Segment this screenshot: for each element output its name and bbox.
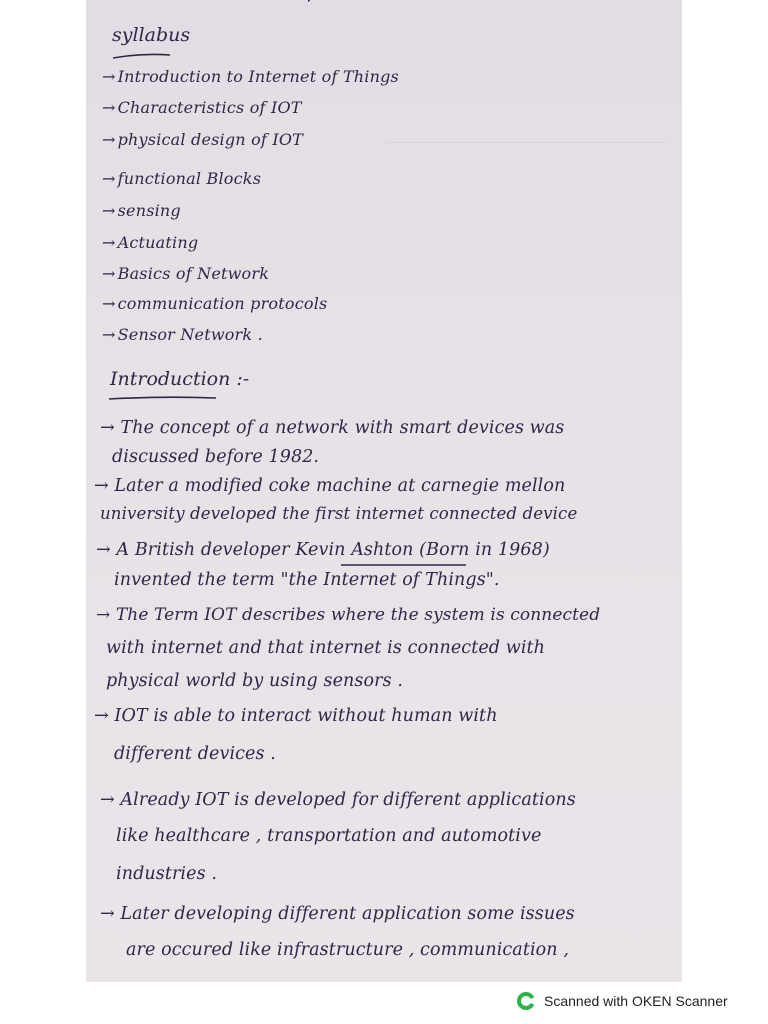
syllabus-item-text: Actuating (117, 233, 199, 252)
syllabus-item (102, 130, 303, 149)
name-underline (340, 562, 468, 568)
introduction-heading-text: Introduction :- (110, 368, 250, 390)
intro-line: → Later developing different application some issues (100, 904, 575, 924)
syllabus-heading-text: syllabus (112, 24, 191, 46)
syllabus-item (102, 98, 302, 117)
syllabus-item (102, 169, 261, 188)
reverse-side-show-through (386, 120, 666, 420)
syllabus-item (102, 325, 263, 344)
arrow-icon: → (102, 169, 116, 188)
intro-line: different devices . (114, 744, 276, 764)
intro-line: → The Term IOT describes where the system is connected (96, 605, 601, 625)
cut-off-heading-strokes (281, 0, 361, 6)
syllabus-item-text: sensing (117, 201, 181, 220)
intro-line: → The concept of a network with smart devices was (100, 418, 565, 438)
syllabus-item-text: physical design of IOT (117, 130, 304, 149)
syllabus-item-text: functional Blocks (117, 169, 262, 188)
intro-line: university developed the first internet connected device (100, 504, 578, 523)
intro-line: physical world by using sensors . (106, 671, 404, 691)
intro-line: → Already IOT is developed for different applications (100, 790, 576, 810)
syllabus-item-text: Introduction to Internet of Things (117, 67, 399, 86)
syllabus-item (102, 264, 269, 283)
arrow-icon: → (102, 294, 116, 313)
syllabus-heading-underline (112, 52, 172, 60)
oken-scanner-logo-icon (516, 991, 536, 1011)
syllabus-item-text: Basics of Network (117, 264, 270, 283)
introduction-heading-underline (108, 394, 218, 402)
intro-line: → IOT is able to interact without human with (94, 706, 498, 726)
arrow-icon: → (102, 233, 116, 252)
scanner-footer (516, 990, 728, 1012)
syllabus-item (102, 294, 327, 313)
notebook-page (86, 0, 682, 982)
arrow-icon: → (102, 130, 116, 149)
intro-line: → A British developer Kevin Ashton (Born in 1968) (96, 540, 550, 560)
intro-line: invented the term "the Internet of Things". (114, 570, 500, 590)
intro-line: are occured like infrastructure , communication , (126, 940, 569, 960)
scanner-footer-text: Scanned with OKEN Scanner (544, 993, 728, 1009)
syllabus-item-text: communication protocols (117, 294, 328, 313)
top-heading-fragment (281, 0, 361, 11)
arrow-icon: → (102, 325, 116, 344)
arrow-icon: → (102, 264, 116, 283)
syllabus-item-text: Sensor Network . (117, 325, 263, 344)
syllabus-item (102, 201, 181, 220)
arrow-icon: → (102, 98, 116, 117)
intro-line: industries . (116, 864, 217, 884)
introduction-heading (110, 368, 249, 390)
syllabus-item (102, 233, 198, 252)
syllabus-item-text: Characteristics of IOT (117, 98, 302, 117)
intro-line: with internet and that internet is connected with (106, 638, 546, 658)
arrow-icon: → (102, 201, 116, 220)
syllabus-item (102, 67, 399, 86)
arrow-icon: → (102, 67, 116, 86)
intro-line: → Later a modified coke machine at carnegie mellon (94, 476, 566, 496)
syllabus-heading (112, 24, 190, 46)
intro-line: like healthcare , transportation and automotive (116, 826, 542, 846)
intro-line: discussed before 1982. (112, 447, 320, 467)
